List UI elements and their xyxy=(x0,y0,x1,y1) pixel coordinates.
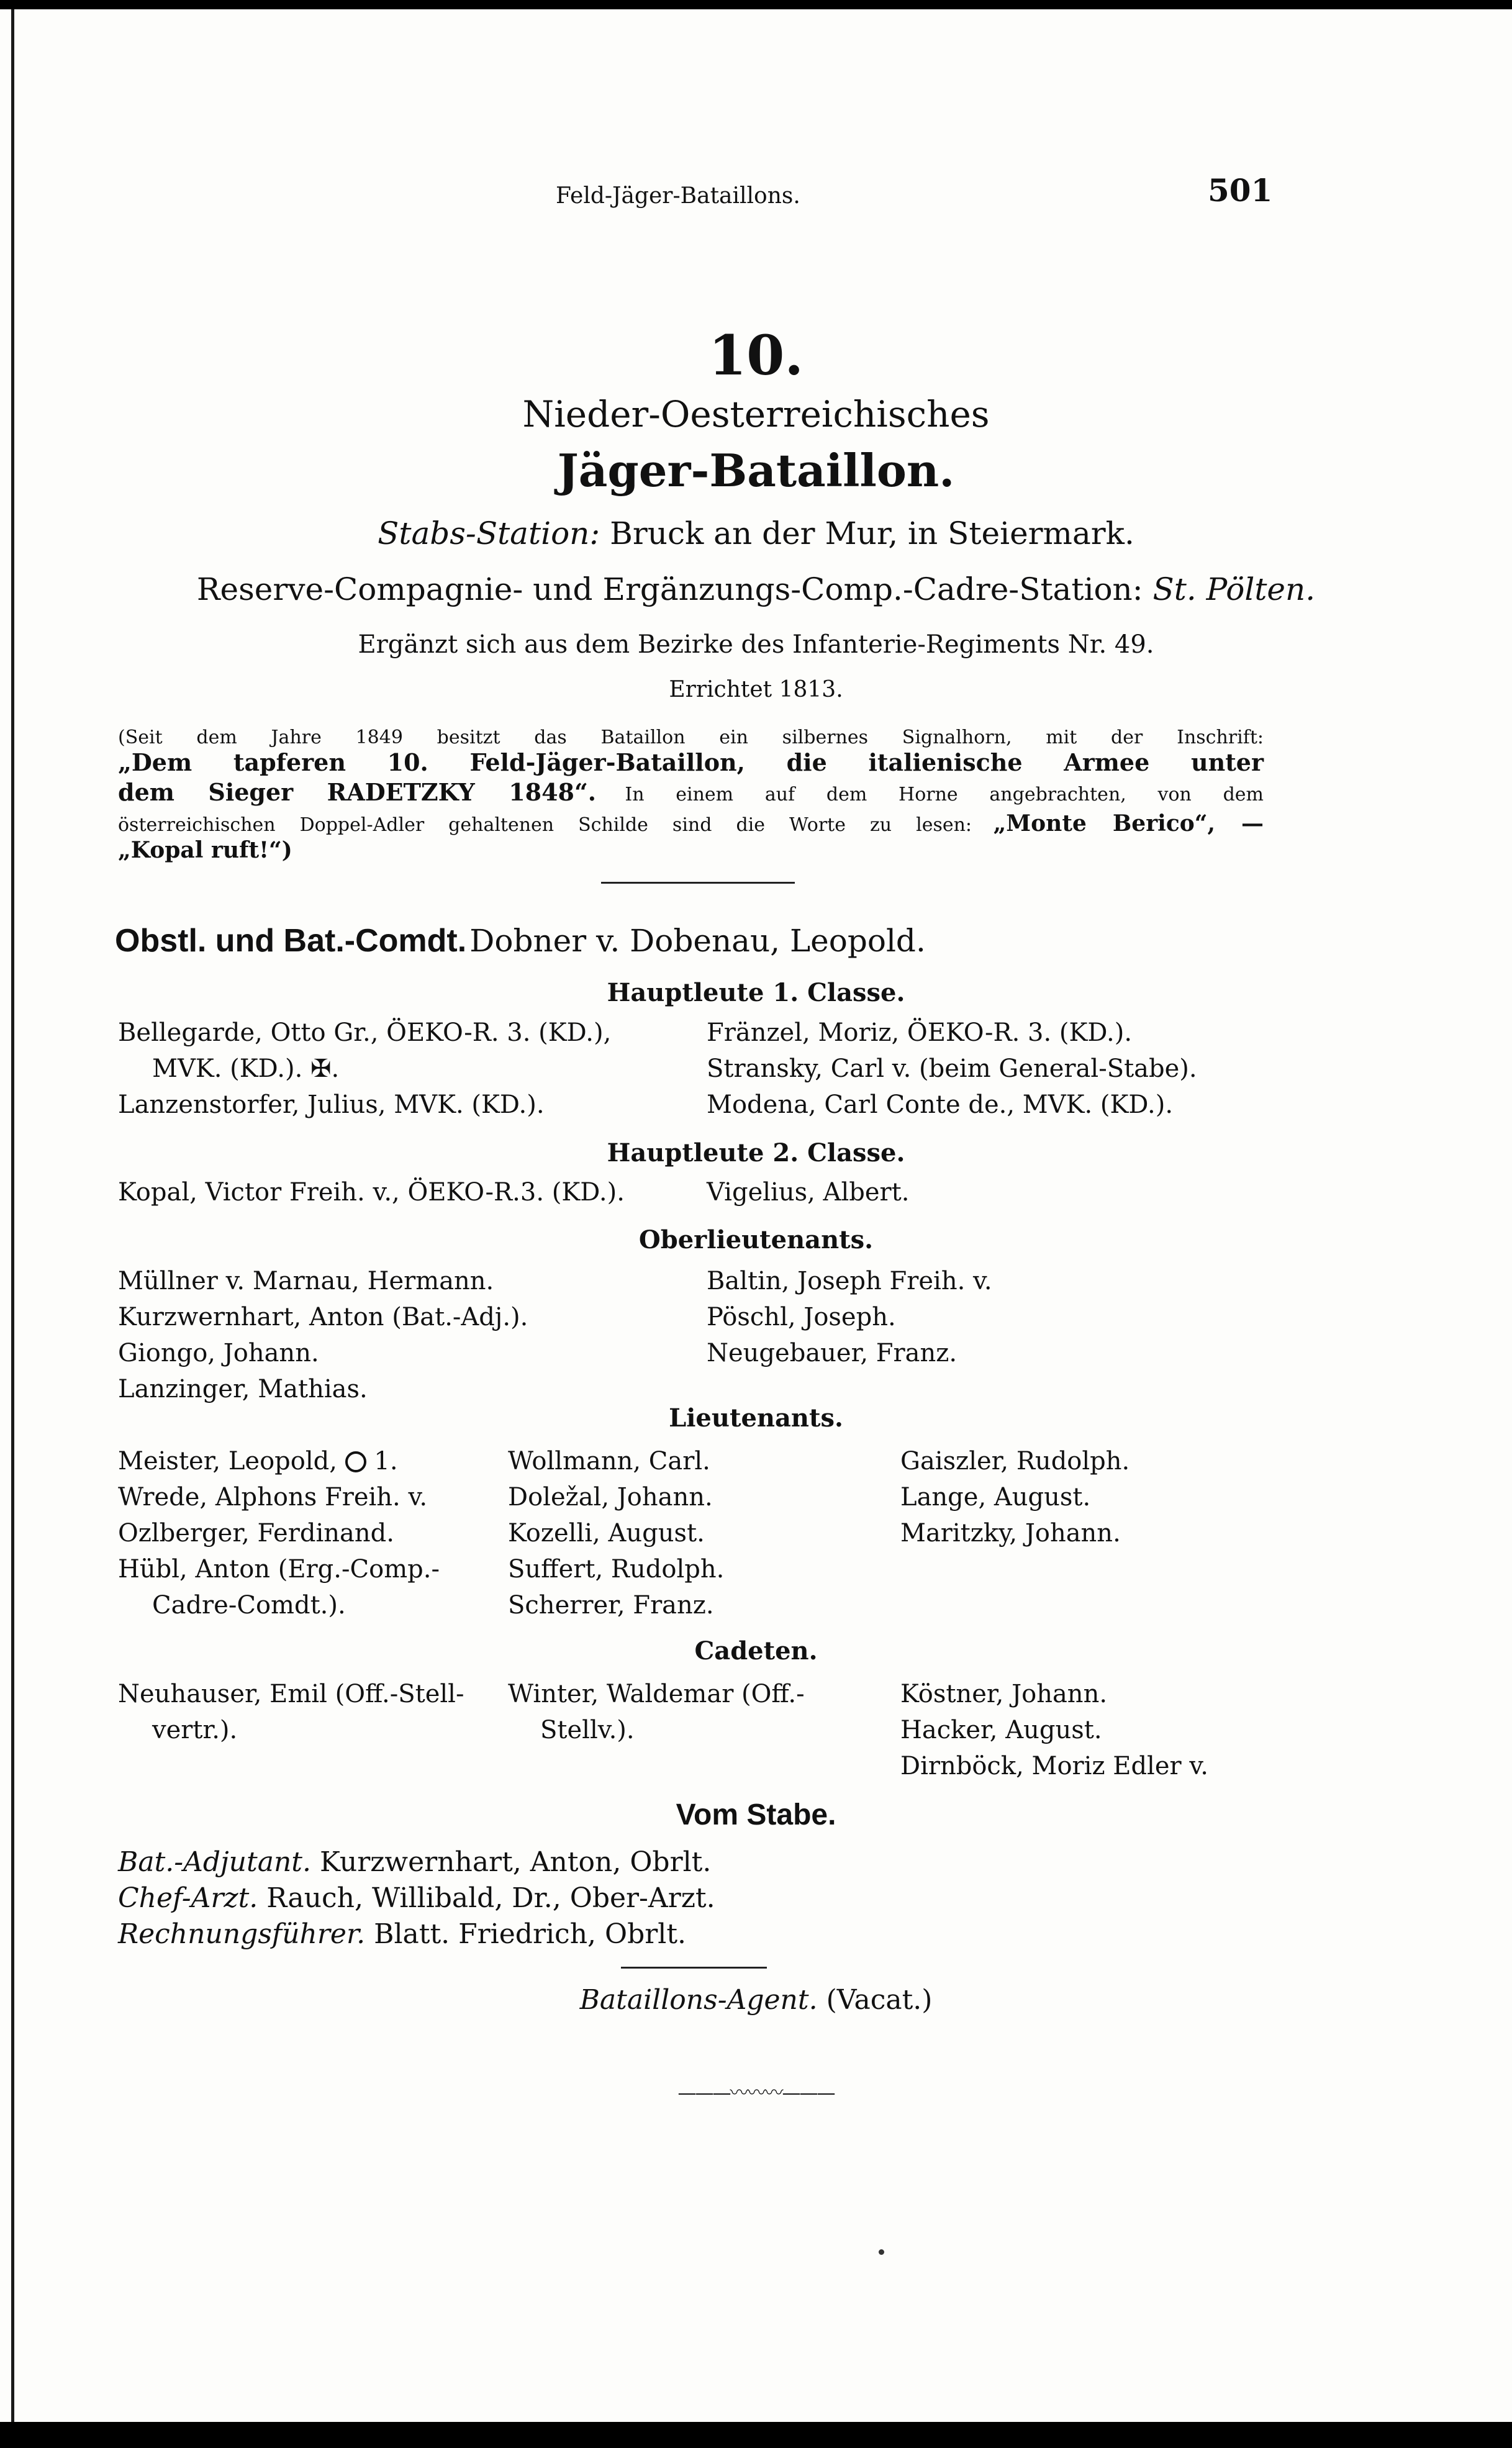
divider xyxy=(601,882,795,884)
note-line-3 xyxy=(118,778,1264,806)
stab-row-3 xyxy=(118,1918,686,1950)
lieutenants-col3-2: Lange, August. xyxy=(900,1483,1091,1512)
battalion-title: Jäger-Bataillon. xyxy=(557,444,955,497)
oberlieutenants-left-3: Giongo, Johann. xyxy=(118,1339,319,1367)
oberlieutenants-left-2: Kurzwernhart, Anton (Bat.-Adj.). xyxy=(118,1303,528,1331)
lieutenants-col2-1: Wollmann, Carl. xyxy=(508,1447,710,1476)
lieutenants-col1-1-name: Meister, Leopold, xyxy=(118,1447,337,1476)
stab-row-3-value: Blatt. Friedrich, Obrlt. xyxy=(374,1918,687,1950)
reserve-station xyxy=(99,571,1413,607)
stab-row-1 xyxy=(118,1846,711,1878)
hauptleute-1-left-3: Lanzenstorfer, Julius, MVK. (KD.). xyxy=(118,1090,545,1119)
stabs-value: Bruck an der Mur, in Steiermark. xyxy=(610,515,1134,551)
lieutenants-col2-4: Suffert, Rudolph. xyxy=(508,1555,725,1584)
running-title: Feld-Jäger-Bataillons. xyxy=(556,183,800,209)
agent-label: Bataillons-Agent. xyxy=(579,1984,818,2016)
cadeten-col1-1: Neuhauser, Emil (Off.-Stell- xyxy=(118,1680,464,1708)
ergaenzungs-bezirk: Ergänzt sich aus dem Bezirke des Infanterie-Regiments Nr. 49. xyxy=(358,630,1154,659)
battalion-region: Nieder-Oesterreichisches xyxy=(522,393,990,435)
lieutenants-col2-5: Scherrer, Franz. xyxy=(508,1591,714,1620)
stabs-station xyxy=(99,515,1413,551)
lieutenants-col1-4: Hübl, Anton (Erg.-Comp.- xyxy=(118,1555,440,1584)
end-ornament: ———〰〰〰——— xyxy=(677,2082,835,2104)
speck xyxy=(879,2249,884,2255)
hauptleute-1-left-1: Bellegarde, Otto Gr., ÖEKO-R. 3. (KD.), xyxy=(118,1018,612,1047)
stab-row-2-label: Chef-Arzt. xyxy=(118,1882,258,1914)
bataillons-agent xyxy=(99,1984,1413,2016)
battalion-number: 10. xyxy=(708,323,804,388)
hauptleute-1-right-3: Modena, Carl Conte de., MVK. (KD.). xyxy=(707,1090,1174,1119)
lieutenants-col2-3: Kozelli, August. xyxy=(508,1519,705,1548)
lieutenants-heading: Lieutenants. xyxy=(669,1403,843,1433)
lieutenants-col1-1 xyxy=(118,1447,398,1476)
stab-row-1-label: Bat.-Adjutant. xyxy=(118,1846,311,1878)
oberlieutenants-right-1: Baltin, Joseph Freih. v. xyxy=(707,1267,992,1295)
oberlieutenants-left-1: Müllner v. Marnau, Hermann. xyxy=(118,1267,494,1295)
decoration-circle-icon xyxy=(345,1451,366,1472)
agent-value: (Vacat.) xyxy=(826,1984,933,2016)
note-line-3a: dem Sieger RADETZKY 1848“. xyxy=(118,778,597,806)
commander xyxy=(115,922,926,959)
lieutenants-col1-1-class: 1. xyxy=(374,1447,398,1476)
hauptleute-1-right-2: Stransky, Carl v. (beim General-Stabe). xyxy=(707,1054,1197,1083)
lieutenants-col1-2: Wrede, Alphons Freih. v. xyxy=(118,1483,428,1512)
page xyxy=(0,9,1512,2422)
note-line-5: „Kopal ruft!“) xyxy=(118,837,292,863)
errichtet: Errichtet 1813. xyxy=(669,677,843,702)
commander-label: Obstl. und Bat.-Comdt. xyxy=(115,923,467,959)
cadeten-col2-2: Stellv.). xyxy=(540,1716,635,1744)
reserve-label: Reserve-Compagnie- und Ergänzungs-Comp.-Cadre-Station: xyxy=(196,571,1143,607)
commander-name: Dobner v. Dobenau, Leopold. xyxy=(469,923,926,959)
lieutenants-col3-1: Gaiszler, Rudolph. xyxy=(900,1447,1130,1476)
divider-2 xyxy=(621,1967,767,1969)
note-line-4a: österreichischen Doppel-Adler gehaltenen Schilde sind die Worte zu lesen: xyxy=(118,814,972,836)
stabs-label: Stabs-Station: xyxy=(378,515,600,551)
stab-row-1-value: Kurzwernhart, Anton, Obrlt. xyxy=(319,1846,712,1878)
stab-heading: Vom Stabe. xyxy=(676,1798,836,1831)
hauptleute-1-left-2: MVK. (KD.). ✠. xyxy=(152,1054,340,1083)
cadeten-col3-2: Hacker, August. xyxy=(900,1716,1102,1744)
lieutenants-col3-3: Maritzky, Johann. xyxy=(900,1519,1121,1548)
hauptleute-1-right-1: Fränzel, Moriz, ÖEKO-R. 3. (KD.). xyxy=(707,1018,1133,1047)
cadeten-col3-3: Dirnböck, Moriz Edler v. xyxy=(900,1752,1208,1780)
page-number: 501 xyxy=(1208,172,1273,209)
note-line-1: (Seit dem Jahre 1849 besitzt das Bataillon ein silbernes Signalhorn, mit der Inschrift: xyxy=(118,727,1264,748)
stab-row-3-label: Rechnungsführer. xyxy=(118,1918,366,1950)
cadeten-col2-1: Winter, Waldemar (Off.- xyxy=(508,1680,805,1708)
hauptleute-2-right: Vigelius, Albert. xyxy=(707,1178,910,1207)
lieutenants-col1-3: Ozlberger, Ferdinand. xyxy=(118,1519,394,1548)
oberlieutenants-right-2: Pöschl, Joseph. xyxy=(707,1303,896,1331)
note-line-4 xyxy=(118,810,1264,836)
hauptleute-2-heading: Hauptleute 2. Classe. xyxy=(607,1138,905,1167)
oberlieutenants-right-3: Neugebauer, Franz. xyxy=(707,1339,957,1367)
stab-row-2-value: Rauch, Willibald, Dr., Ober-Arzt. xyxy=(266,1882,715,1914)
note-line-4b: „Monte Berico“, — xyxy=(993,810,1264,836)
lieutenants-col1-5: Cadre-Comdt.). xyxy=(152,1591,346,1620)
cadeten-col3-1: Köstner, Johann. xyxy=(900,1680,1108,1708)
cadeten-col1-2: vertr.). xyxy=(152,1716,238,1744)
lieutenants-col2-2: Doležal, Johann. xyxy=(508,1483,713,1512)
reserve-value: St. Pölten. xyxy=(1152,571,1316,607)
note-line-2: „Dem tapferen 10. Feld-Jäger-Bataillon, die italienische Armee unter xyxy=(118,748,1264,776)
hauptleute-1-heading: Hauptleute 1. Classe. xyxy=(607,978,905,1007)
note-line-3b: In einem auf dem Horne angebrachten, von dem xyxy=(625,784,1264,805)
stab-row-2 xyxy=(118,1882,715,1914)
hauptleute-2-left: Kopal, Victor Freih. v., ÖEKO-R.3. (KD.). xyxy=(118,1178,625,1207)
oberlieutenants-heading: Oberlieutenants. xyxy=(638,1225,874,1254)
oberlieutenants-left-4: Lanzinger, Mathias. xyxy=(118,1375,368,1403)
cadeten-heading: Cadeten. xyxy=(694,1636,818,1666)
